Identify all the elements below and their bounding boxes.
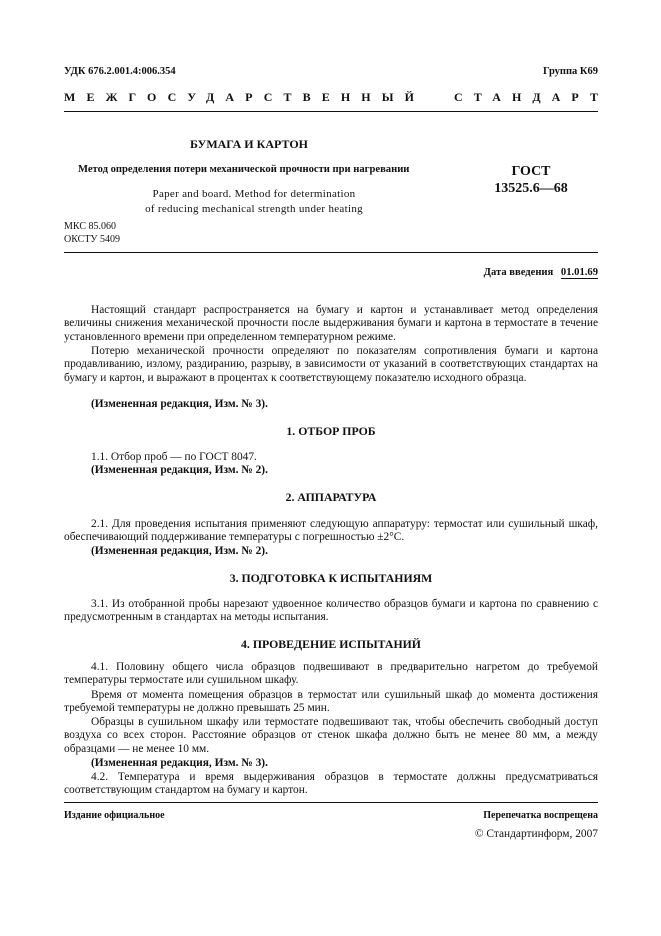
copyright: © Стандартинформ, 2007: [474, 828, 598, 840]
document-title: БУМАГА И КАРТОН: [190, 137, 308, 151]
title-rule: [64, 252, 598, 253]
intro-edit-note: (Измененная редакция, Изм. № 3).: [91, 398, 268, 410]
introduction-date-value: 01.01.69: [560, 267, 598, 278]
standard-heading: [64, 90, 610, 105]
group-code: Группа К69: [542, 66, 598, 77]
reprint-notice: Перепечатка воспрещена: [483, 810, 598, 821]
section-1-title: 1. ОТБОР ПРОБ: [286, 424, 376, 438]
english-title-line1: Paper and board. Method for determination: [152, 188, 356, 200]
section-4-paragraph-3: Образцы в сушильном шкафу или термостате подвешивают так, чтобы обеспечить свободный доступ воздуха со всех сторон. Расстояние образцов от стенок шкафа должно быть не менее 80 мм, а между образцами — не менее 10 мм.: [64, 716, 598, 755]
section-1-edit-note: (Измененная редакция, Изм. № 2).: [91, 464, 268, 476]
standard-word-interstate: МЕЖГОСУДАРСТВЕННЫЙ: [64, 90, 426, 104]
header-row: [64, 66, 598, 77]
gost-number: 13525.6—68: [494, 181, 568, 196]
document-page: [64, 0, 610, 936]
header-rule: [64, 111, 598, 112]
english-title: [124, 187, 384, 217]
section-1-paragraph-1: 1.1. Отбор проб — по ГОСТ 8047.: [91, 451, 257, 463]
mks-code: МКС 85.060: [64, 221, 116, 232]
section-2-title: 2. АППАРАТУРА: [285, 490, 377, 504]
udk-code: УДК 676.2.001.4:006.354: [64, 66, 176, 77]
gost-label: ГОСТ: [511, 164, 551, 179]
gost-designation: [464, 163, 598, 197]
footer-row: [64, 810, 598, 821]
introduction-date: [484, 267, 598, 278]
okstu-code: ОКСТУ 5409: [64, 234, 121, 245]
footer-rule: [64, 802, 598, 803]
classification-codes: [64, 220, 120, 246]
section-4-edit-note: (Измененная редакция, Изм. № 3).: [91, 757, 268, 769]
section-2-edit-note: (Измененная редакция, Изм. № 2).: [91, 545, 268, 557]
section-4-paragraph-4: 4.2. Температура и время выдерживания образцов в термостате должны предусматриваться соответствующим стандартом на бумагу и картон.: [64, 771, 598, 797]
official-edition: Издание официальное: [64, 810, 165, 821]
section-4-paragraph-2: Время от момента помещения образцов в термостат или сушильный шкаф до момента достижения требуемой температуры не должно превышать 25 мин.: [64, 689, 598, 715]
english-title-line2: of reducing mechanical strength under heating: [145, 203, 363, 215]
intro-paragraph-1: Настоящий стандарт распространяется на бумагу и картон и устанавливает метод определения величины снижения механической прочности после выдерживания бумаги и картона в термостате в течение установленного времени при определенном температурном режиме.: [64, 304, 598, 343]
section-2-paragraph-1: 2.1. Для проведения испытания применяют следующую аппаратуру: термостат или сушильный шкаф, обеспечивающий поддерживание температуры с погрешностью ±2°С.: [64, 518, 598, 544]
section-4-title: 4. ПРОВЕДЕНИЕ ИСПЫТАНИЙ: [241, 637, 421, 651]
introduction-date-label: Дата введения: [483, 267, 554, 278]
section-3-paragraph-1: 3.1. Из отобранной пробы нарезают удвоенное количество образцов бумаги и картона по сравнению с предусмотренным в стандартах на методы испытания.: [64, 598, 598, 624]
section-4-paragraph-1: 4.1. Половину общего числа образцов подвешивают в предварительно нагретом до требуемой температуры термостате или сушильном шкафу.: [64, 661, 598, 687]
section-3-title: 3. ПОДГОТОВКА К ИСПЫТАНИЯМ: [229, 571, 433, 585]
document-subtitle: Метод определения потери механической прочности при нагревании: [78, 164, 410, 175]
intro-paragraph-2: Потерю механической прочности определяют по показателям сопротивления бумаги и картона продавливанию, излому, раздиранию, разрыву, в зависимости от указаний в соответствующих стандартах на бумагу и картон, и выражают в процентах к соответствующему показателю исходного образца.: [64, 345, 598, 384]
standard-word-standard: СТАНДАРТ: [453, 90, 610, 104]
